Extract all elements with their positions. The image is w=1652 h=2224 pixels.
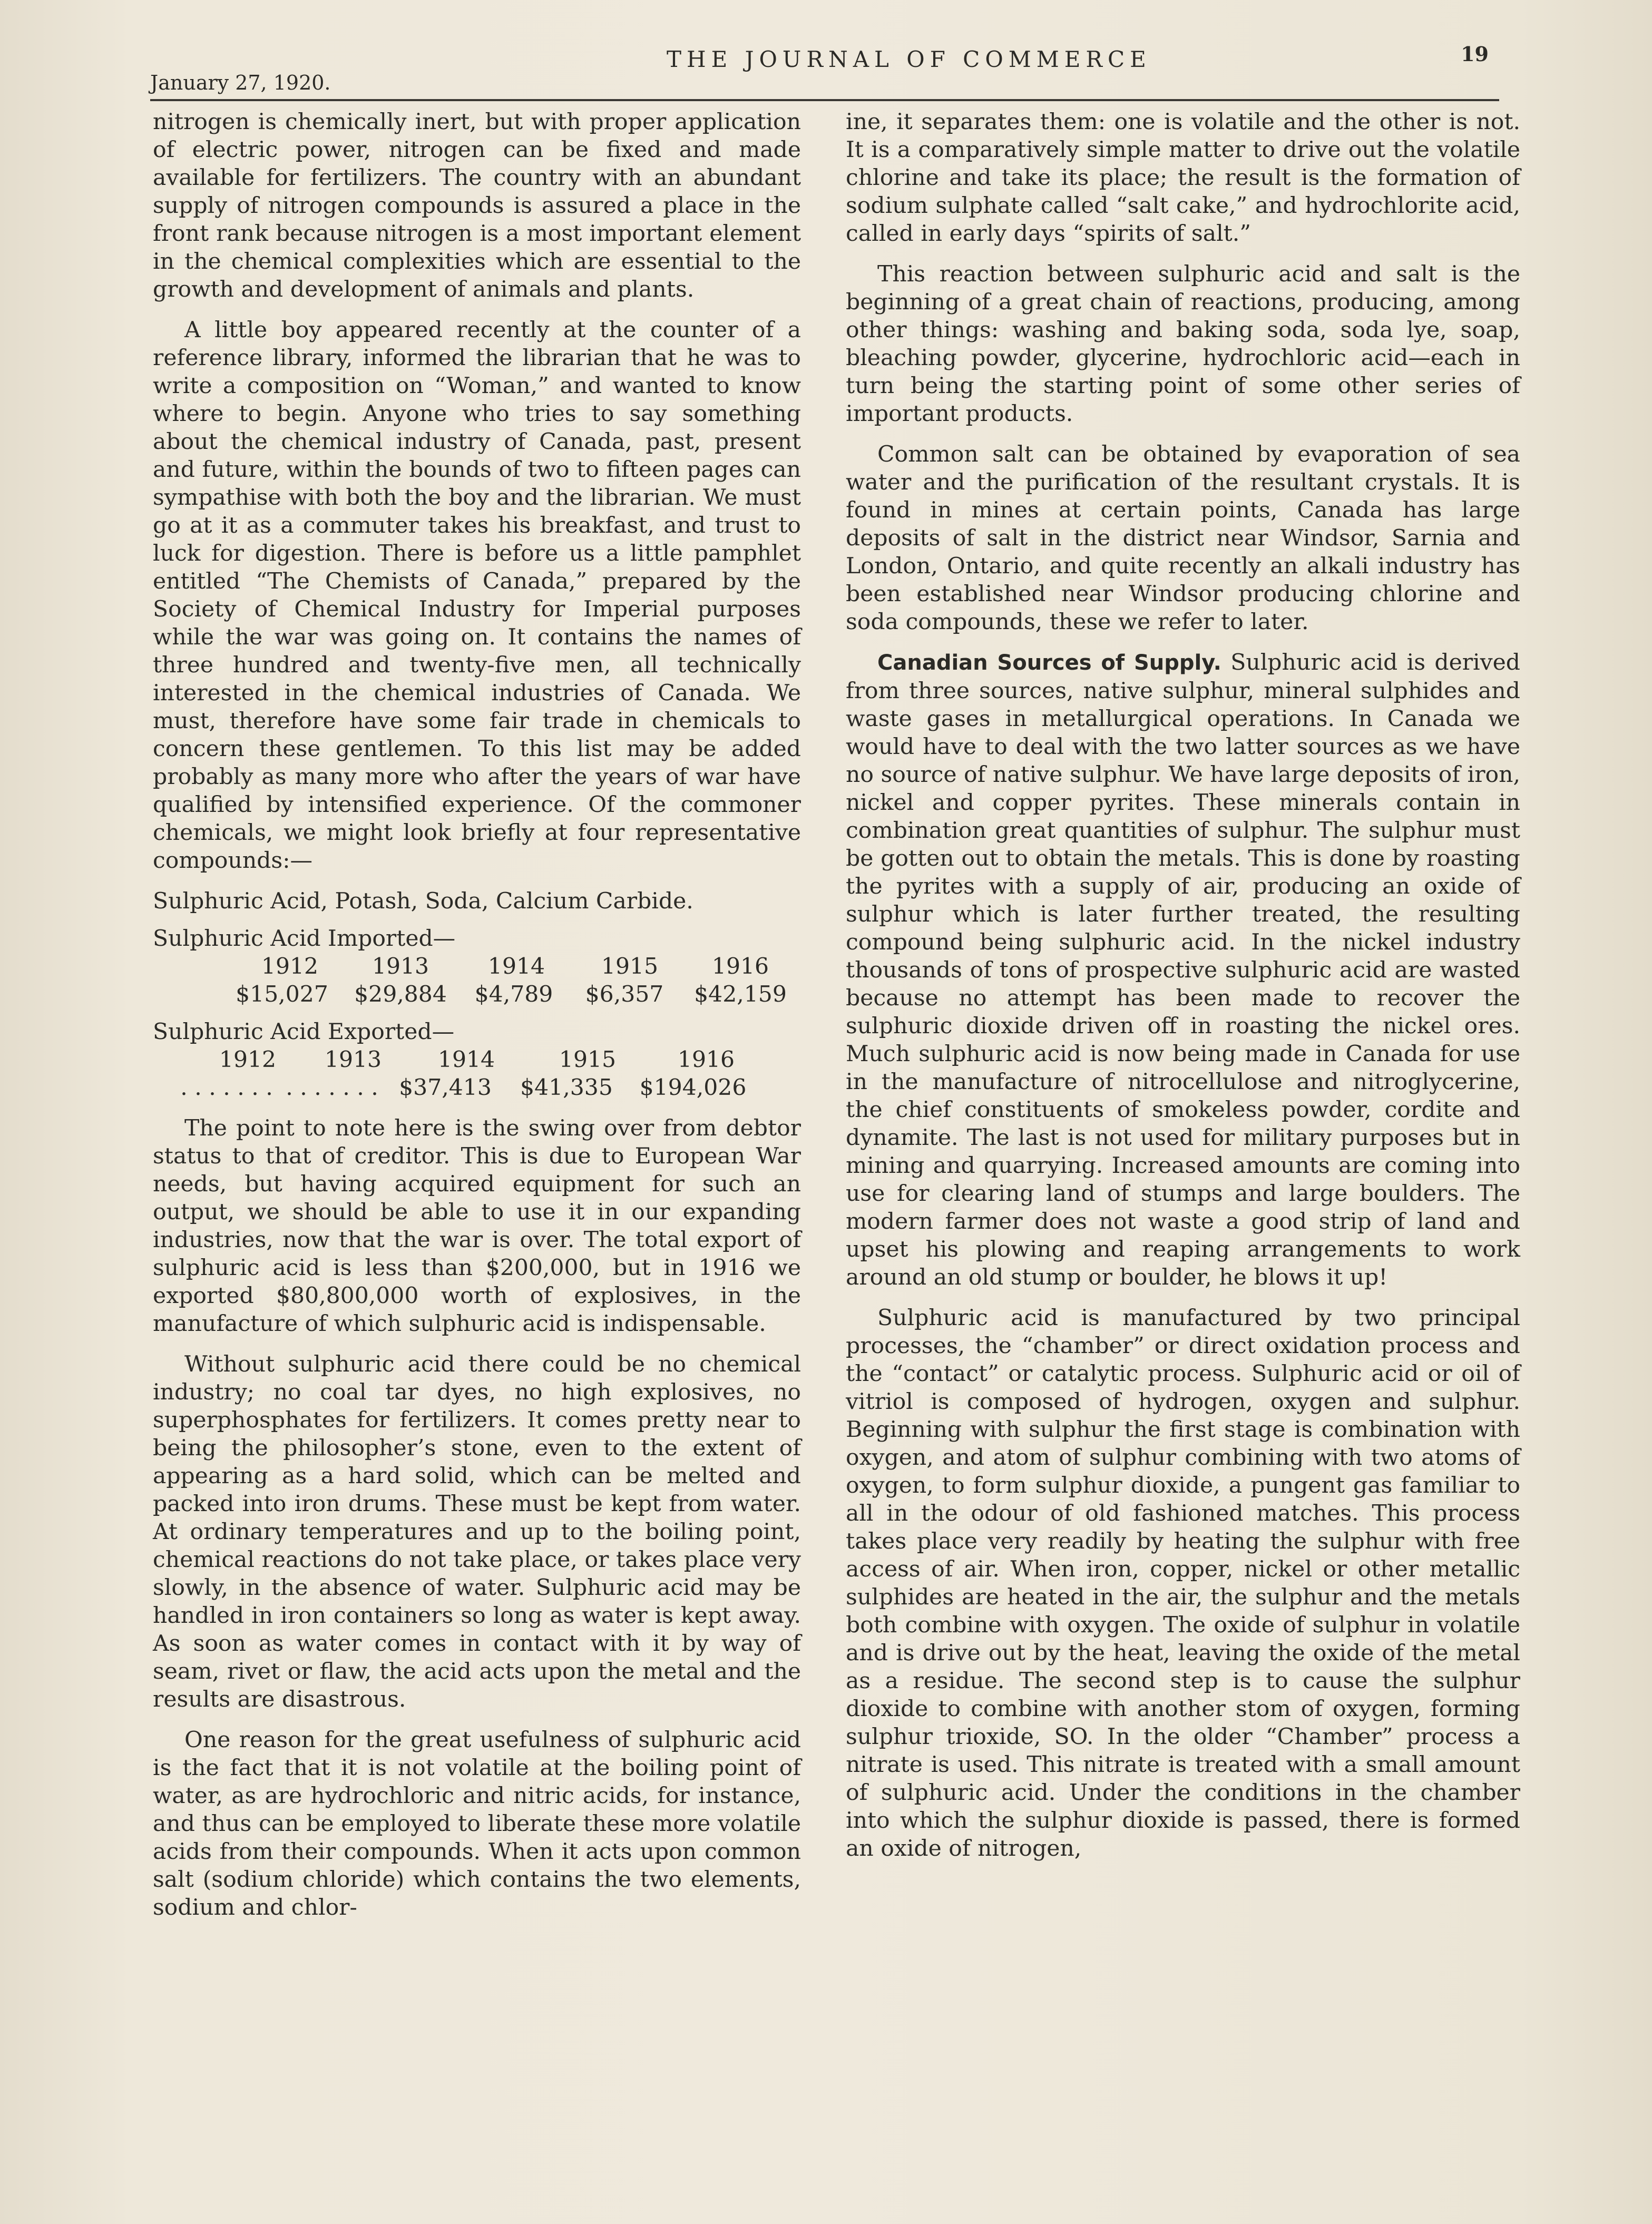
exported-table: [153, 1018, 801, 1102]
page-header: [150, 42, 1499, 100]
value-cell: $37,413: [399, 1075, 492, 1101]
imported-values-row: [153, 981, 801, 1008]
paragraph: Common salt can be obtained by evaporation of sea water and the purification of the resultant crystals. It is found in mines at certain points, Canada has large deposits of salt in the district near Windsor, Sarnia and London, Ontario, and quite recently an alkali industry has been established near Windsor producing chlorine and soda compounds, these we refer to later.: [846, 442, 1520, 635]
compounds-list: Sulphuric Acid, Potash, Soda, Calcium Carbide.: [153, 888, 693, 914]
paragraph: Without sulphuric acid there could be no chemical industry; no coal tar dyes, no high explosives, no superphosphates for fertilizers. It comes pretty near to being the philosopher’s stone, even to the extent of appearing as a hard solid, which can be melted and packed into iron drums. These must be kept from water. At ordinary temperatures and up to the boiling point, chemical reactions do not take place, or takes place very slowly, in the absence of water. Sulphuric acid may be handled in iron containers so long as water is kept away. As soon as water comes in contact with it by way of seam, rivet or flaw, the acid acts upon the metal and the results are disastrous.: [153, 1351, 801, 1712]
year-cell: 1915: [559, 1047, 617, 1073]
exported-values-row: [153, 1074, 801, 1102]
year-cell: 1913: [372, 954, 429, 979]
imported-table: [153, 925, 801, 1008]
paragraph: Sulphuric acid is manufactured by two principal processes, the “chamber” or direct oxidation process and the “contact” or catalytic process. Sulphuric acid or oil of vitriol is composed of hydrogen, oxygen and sulphur. Beginning with sulphur the first stage is combination with oxygen, and atom of sulphur combining with two atoms of oxygen, to form sulphur dioxide, a pungent gas familiar to all in the odour of old fashioned matches. This process takes place very readily by heating the sulphur with free access of air. When iron, copper, nickel or other metallic sulphides are heated in the air, the sulphur and the metals both combine with oxygen. The oxide of sulphur in volatile and is drive out by the heat, leaving the oxide of the metal as a residue. The second step is to cause the sulphur dioxide to combine with another stom of oxygen, forming sulphur trioxide, SO. In the older “Chamber” process a nitrate is used. This nitrate is treated with a small amount of sulphuric acid. Under the conditions in the chamber into which the sulphur dioxide is passed, there is formed an oxide of nitrogen,: [846, 1305, 1520, 1862]
paragraph: One reason for the great usefulness of sulphuric acid is the fact that it is not volatile at the boiling point of water, as are hydrochloric and nitric acids, for instance, and thus can be employed to liberate these more volatile acids from their compounds. When it acts upon common salt (sodium chloride) which contains the two elements, sodium and chlor-: [153, 1727, 801, 1921]
value-cell: . . . . . . .: [286, 1075, 378, 1101]
value-cell: $15,027: [236, 982, 328, 1007]
year-cell: 1916: [711, 954, 769, 979]
year-cell: 1914: [487, 954, 545, 979]
paragraph: This reaction between sulphuric acid and salt is the beginning of a great chain of reactions, producing, among other things: washing and baking soda, soda lye, soap, bleaching powder, glycerine, hydrochloric acid—each in turn being the starting point of some other series of important products.: [846, 261, 1520, 427]
year-cell: 1913: [324, 1047, 382, 1073]
journal-title: THE JOURNAL OF COMMERCE: [667, 46, 1151, 72]
value-cell: $6,357: [585, 982, 664, 1007]
exported-title: Sulphuric Acid Exported—: [153, 1019, 455, 1045]
paragraph: The point to note here is the swing over from debtor status to that of creditor. This is due to European War needs, but having acquired equipment for such an output, we should be able to use it in our expanding industries, now that the war is over. The total export of sulphuric acid is less than $200,000, but in 1916 we exported $80,800,000 worth of explosives, in the manufacture of which sulphuric acid is indispensable.: [153, 1115, 801, 1337]
year-cell: 1915: [601, 954, 659, 979]
value-cell: $4,789: [474, 982, 553, 1007]
year-cell: 1914: [437, 1047, 495, 1073]
year-cell: 1916: [677, 1047, 735, 1073]
right-column: [846, 108, 1520, 1875]
value-cell: $194,026: [639, 1075, 747, 1101]
issue-date: January 27, 1920.: [150, 71, 331, 94]
imported-years-row: [153, 953, 801, 981]
year-cell: 1912: [261, 954, 319, 979]
section-heading: Canadian Sources of Supply.: [877, 651, 1221, 675]
paragraph-text: Sulphuric acid is derived from three sources, native sulphur, mineral sulphides and waste gases in metallurgical operations. In Canada we would have to deal with the two latter sources as we have no source of native sulphur. We have large deposits of iron, nickel and copper pyrites. These minerals contain in combination great quantities of sulphur. The sulphur must be gotten out to obtain the metals. This is done by roasting the pyrites with a supply of air, producing an oxide of sulphur which is later further treated, the resulting compound being sulphuric acid. In the nickel industry thousands of tons of prospective sulphuric acid are wasted because no attempt has been made to recover the sulphuric dioxide driven off in roasting the nickel ores. Much sulphuric acid is now being made in Canada for use in the manufacture of nitrocellulose and nitroglycerine, the chief constituents of smokeless powder, cordite and dynamite. The last is not used for military purposes but in mining and quarrying. Increased amounts are coming into use for clearing land of stumps and large boulders. The modern farmer does not waste a good strip of land and upset his plowing and reaping arrangements to work around an old stump or boulder, he blows it up!: [846, 650, 1520, 1290]
paragraph-with-heading: [846, 649, 1520, 1291]
paragraph: nitrogen is chemically inert, but with proper application of electric power, nitrogen can be fixed and made available for fertilizers. The country with an abundant supply of nitrogen compounds is assured a place in the front rank because nitrogen is a most important element in the chemical complexities which are essential to the growth and development of animals and plants.: [153, 109, 801, 302]
page-number: 19: [1461, 42, 1489, 66]
header-rule: [150, 99, 1499, 101]
imported-title: Sulphuric Acid Imported—: [153, 926, 456, 952]
exported-years-row: [153, 1046, 801, 1074]
left-column: [153, 108, 801, 1934]
paragraph: ine, it separates them: one is volatile and the other is not. It is a comparatively simple matter to drive out the volatile chlorine and take its place; the result is the formation of sodium sulphate called “salt cake,” and hydrochlorite acid, called in early days “spirits of salt.”: [846, 109, 1520, 247]
year-cell: 1912: [219, 1047, 277, 1073]
value-cell: . . . . . . .: [180, 1075, 273, 1101]
value-cell: $29,884: [354, 982, 447, 1007]
value-cell: $41,335: [520, 1075, 613, 1101]
value-cell: $42,159: [694, 982, 787, 1007]
paragraph: A little boy appeared recently at the counter of a reference library, informed the librarian that he was to write a composition on “Woman,” and wanted to know where to begin. Anyone who tries to say something about the chemical industry of Canada, past, present and future, within the bounds of two to fifteen pages can sympathise with both the boy and the librarian. We must go at it as a commuter takes his breakfast, and trust to luck for digestion. There is before us a little pamphlet entitled “The Chemists of Canada,” prepared by the Society of Chemical Industry for Imperial purposes while the war was going on. It contains the names of three hundred and twenty-five men, all technically interested in the chemical industries of Canada. We must, therefore have some fair trade in chemicals to concern these gentlemen. To this list may be added probably as many more who after the years of war have qualified by intensified experience. Of the commoner chemicals, we might look briefly at four representative compounds:—: [153, 317, 801, 874]
